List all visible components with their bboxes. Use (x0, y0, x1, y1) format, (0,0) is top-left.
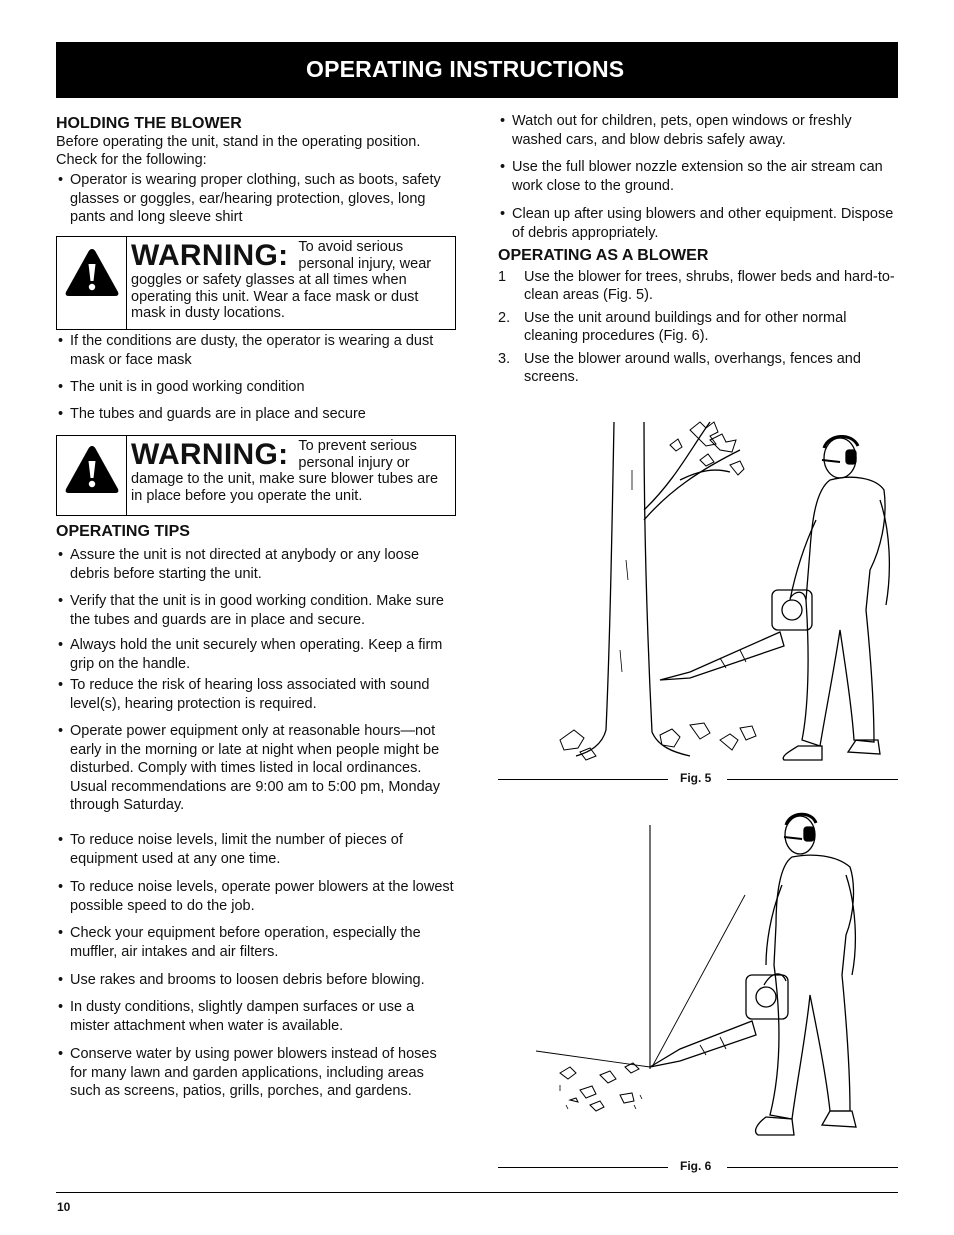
step-number: 3. (498, 351, 511, 367)
list-item: • Operate power equipment only at reasonable hours—not early in the morning or late at night when people might be disturbed. Comply with times listed in local ordinances. Usual recommendations are 9:00 am to 5:00 pm, Monday through Saturday. (56, 722, 456, 831)
holding-intro: Before operating the unit, stand in the operating position. Check for the following: (56, 134, 421, 168)
warning-text-2 (131, 438, 449, 504)
fig5-illustration (540, 410, 900, 770)
step-number: 1 (498, 269, 507, 285)
tips-heading: OPERATING TIPS (56, 523, 190, 540)
operating-tips-section (56, 520, 456, 1101)
right-tips-list (498, 112, 898, 243)
right-column (498, 112, 898, 386)
fig5-caption: Fig. 5 (680, 771, 712, 785)
warning-box-2 (56, 435, 456, 516)
list-item: • Always hold the unit securely when operating. Keep a firm grip on the handle. (56, 636, 456, 676)
warning-box-1 (56, 236, 456, 330)
list-item (498, 351, 898, 386)
list-item: • Watch out for children, pets, open windows or freshly washed cars, and blow debris safely away. (498, 112, 898, 158)
warning-text-1 (131, 239, 449, 322)
step-text: Use the blower for trees, shrubs, flower beds and hard-to-clean areas (Fig. 5). (524, 269, 895, 303)
warning-body-1: To avoid serious personal injury, wear goggles or safety glasses at all times when operating this unit. Wear a face mask or dust mask in dusty locations. (131, 239, 432, 321)
section-banner (56, 42, 898, 98)
warning-triangle-icon (62, 245, 122, 301)
list-item: • Assure the unit is not directed at anybody or any loose debris before starting the unit. (56, 546, 456, 592)
tips-list (56, 546, 456, 1101)
warning-body-2: To prevent serious personal injury or damage to the unit, make sure blower tubes are in place before you operate the unit. (131, 438, 439, 504)
page-number: 10 (57, 1200, 71, 1214)
page-title: OPERATING INSTRUCTIONS (306, 56, 625, 82)
list-item: • To reduce noise levels, operate power blowers at the lowest possible speed to do the job. (56, 878, 456, 924)
fig5-rule-right (727, 779, 898, 780)
fig6-caption: Fig. 6 (680, 1159, 712, 1173)
fig6-illustration (530, 805, 900, 1150)
holding-heading: HOLDING THE BLOWER (56, 115, 242, 132)
list-item: • Operator is wearing proper clothing, such as boots, safety glasses or goggles, ear/hearing protection, gloves, long pants and long sleeve shirt (56, 171, 456, 227)
list-item: • In dusty conditions, slightly dampen surfaces or use a mister attachment when water is available. (56, 998, 456, 1045)
step-text: Use the unit around buildings and for other normal cleaning procedures (Fig. 6). (524, 310, 847, 344)
list-item (498, 269, 898, 310)
list-item: • Clean up after using blowers and other equipment. Dispose of debris appropriately. (498, 205, 898, 243)
fig6-rule-right (727, 1167, 898, 1168)
footer-rule (56, 1192, 898, 1193)
list-item: • To reduce the risk of hearing loss associated with sound level(s), hearing protection is required. (56, 676, 456, 722)
step-number: 2. (498, 310, 511, 326)
list-item: • Conserve water by using power blowers instead of hoses for many lawn and garden applications, including areas such as screens, patios, grills, porches, and gardens. (56, 1045, 456, 1101)
warning-triangle-icon (62, 442, 122, 498)
list-item: • Use rakes and brooms to loosen debris before blowing. (56, 971, 456, 998)
list-item: • Check your equipment before operation, especially the muffler, air intakes and air filters. (56, 924, 456, 971)
blower-steps (498, 269, 898, 386)
blower-heading: OPERATING AS A BLOWER (498, 247, 709, 264)
list-item: • The tubes and guards are in place and secure (56, 405, 456, 424)
fig5-rule-left (498, 779, 668, 780)
list-item: • Verify that the unit is in good working condition. Make sure the tubes and guards are in place and secure. (56, 592, 456, 636)
warning-label-2: WARNING: (131, 438, 289, 471)
list-item: • If the conditions are dusty, the operator is wearing a dust mask or face mask (56, 332, 456, 378)
fig6-rule-left (498, 1167, 668, 1168)
left-column (56, 112, 456, 227)
warning-label-1: WARNING: (131, 239, 289, 272)
list-item: • Use the full blower nozzle extension so the air stream can work close to the ground. (498, 158, 898, 205)
holding-list-2 (56, 332, 456, 424)
warning-icon-cell (57, 436, 127, 515)
holding-list-1 (56, 171, 456, 227)
list-item: • To reduce noise levels, limit the number of pieces of equipment used at any one time. (56, 831, 456, 878)
warning-icon-cell (57, 237, 127, 329)
list-item (498, 310, 898, 351)
list-item: • The unit is in good working condition (56, 378, 456, 405)
step-text: Use the blower around walls, overhangs, fences and screens. (524, 351, 861, 385)
